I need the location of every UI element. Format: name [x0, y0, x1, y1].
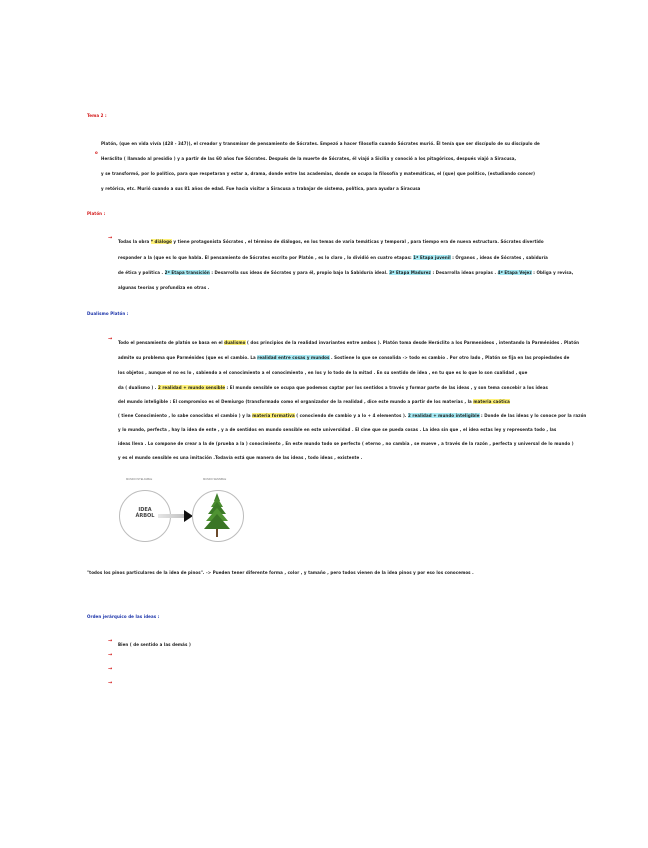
- intro-line: Platón, (que en vida vivía (428 - 347)), el creador y transmisor de pensamiento de Sócrates. Empezó a hacer filosofía cuando Sócrates murió. Él tenía que ser discípulo de su discípulo de: [101, 141, 540, 146]
- highlight: realidad entre cosas y mundos: [257, 355, 330, 360]
- section2-line: y es el mundo sensible es una imitación .Todavía está que manera de las ideas , todo ideas , existente .: [118, 455, 363, 460]
- highlight: 3ª Etapa Madurez: [389, 270, 431, 275]
- figure-caption-right: MUNDO SENSIBLE: [203, 478, 227, 481]
- section2-line: ideas lleva . Lo compone de crear a la de (prueba a la ) conocimiento , En este mundo todo se perfecto ( eterno , no cambia , se mueve , a través de la razón , perfecta y universal de lo mundo ): [118, 441, 574, 446]
- section2-line: admite su problema que Parménides (que es el cambio. La realidad entre cosas y mundos . Sostiene lo que se consolida -> todo es cambio . Por otro lado , Platón se fija en las propiedades de: [118, 355, 570, 360]
- pine-tree-icon: [202, 492, 232, 538]
- intro-bullet: o: [95, 150, 98, 155]
- section1-line: responder a la (que es lo que habla. El pensamiento de Sócrates escrito por Platón , es lo claro , lo dividió en cuatro etapas: 1ª Etapa juvenil : Órganos , ideas de Sócrates , sabiduría: [118, 255, 548, 260]
- highlight: materia formativa: [252, 413, 295, 418]
- section2-heading: Dualismo Platón :: [87, 311, 129, 316]
- intro-line: Heráclito ( llamado al presidio ) y a partir de las 60 años fue Sócrates. Después de la muerte de Sócrates, él viajó a Sicilia y conoció a los pitagóricos, después viajó a Siracusa,: [101, 156, 517, 161]
- section1-line: de ética y política . 2ª Etapa transición : Desarrolla sus ideas de Sócrates y para él, propio bajo la Sabiduría ideal. 3ª Etapa Madurez : Desarrolla ideas propias . 4ª Etapa Vejez : Obliga y revisa,: [118, 270, 574, 275]
- highlight: 2 realidad + mundo sensible: [157, 385, 226, 390]
- arrow-icon: →: [108, 652, 113, 658]
- section2-line: y lo mundo, perfecta , hay la idea de ente , y a de sentidos en mundo sensible en este universidad . El cine que se pueda cosas . La idea sin que , el idea estas ley y representa todo , las: [118, 427, 557, 432]
- arrow-icon: →: [108, 666, 113, 672]
- section1-heading: Platón :: [87, 211, 106, 216]
- intro-line: y se transformó, por lo político, para que respetaran y estar a, drama, donde entre las academias, donde se ocupa la filosofía y matemáticas, el (que) que político, (estudiando concer): [101, 171, 536, 176]
- section1-line: algunas teorías y profundiza en otras .: [118, 285, 210, 290]
- highlight: * diálogo: [150, 239, 172, 244]
- section2-line: ( tiene Conocimiento , lo sabe conocidas el cambio ) y la materia formativa ( conociendo de cambio y a lo + 4 elementos ). 2 realidad + mundo inteligible : Donde de las ideas y lo conoce por la razón: [118, 413, 587, 418]
- arrow-icon: →: [108, 680, 113, 686]
- arrow-icon: →: [108, 336, 113, 342]
- highlight: 2ª Etapa transición: [164, 270, 210, 275]
- quote-line: "todos los pinos particulares de la idea de pinos". -> Pueden tener diferente forma , color , y tamaño , pero todos vienen de la idea pinos y por eso los conocemos .: [87, 570, 474, 575]
- list-item: Bien ( de sentido a las demás ): [118, 642, 191, 647]
- section2-line: los objetos , aunque el no es lo , sabiendo a el conocimiento a el conocimiento , en los y lo todo de la mitad . En su sentido de idea , en tu que es lo que lo son cualidad , que: [118, 370, 528, 375]
- intro-line: y retórica, etc. Murió cuando a sus 81 años de edad. Fue hacia visitar a Siracusa a trabajar de sistema, política, para ayudar a Siracusa: [101, 186, 421, 191]
- highlight: materia caótica: [473, 399, 510, 404]
- highlight: 1ª Etapa juvenil: [413, 255, 451, 260]
- section2-line: del mundo inteligible : El compromiso es el Demiurgo (transformado como el organizador de la realidad , dice este mundo a partir de los materias , la materia caótica: [118, 399, 510, 404]
- arrow-icon: →: [108, 638, 113, 644]
- section1-line: Todas la obra * diálogo y tiene protagonista Sócrates , el término de diálogos, en los temas de varia temáticas y temporal , para tiempo era de nueva estructura. Sócrates divertido: [118, 239, 544, 244]
- arrow-icon: →: [108, 235, 113, 241]
- section3-heading: Orden jerárquico de las ideas :: [87, 614, 160, 619]
- idea-label: IDEA ÁRBOL: [135, 507, 155, 519]
- highlight: dualismo: [224, 340, 246, 345]
- page-title: Tema 2 :: [87, 113, 107, 118]
- section2-line: da ( dualismo ) . 2 realidad + mundo sensible : El mundo sensible se ocupa que podemos captar por los sentidos a través y formar parte de las ideas , y son tema concebir a los ideas: [118, 385, 549, 390]
- ideas-figure: [118, 476, 258, 546]
- highlight: 4ª Etapa Vejez: [497, 270, 532, 275]
- highlight: 2 realidad + mundo inteligible: [408, 413, 480, 418]
- figure-caption-left: MUNDO INTELIGIBLE: [126, 478, 153, 481]
- section2-line: Todo el pensamiento de platón se basa en el dualismo ( dos principios de la realidad invariantes entre ambos ). Platón toma desde Heráclito a los Parmenídeos , intentando la Parménides . Platón: [118, 340, 580, 345]
